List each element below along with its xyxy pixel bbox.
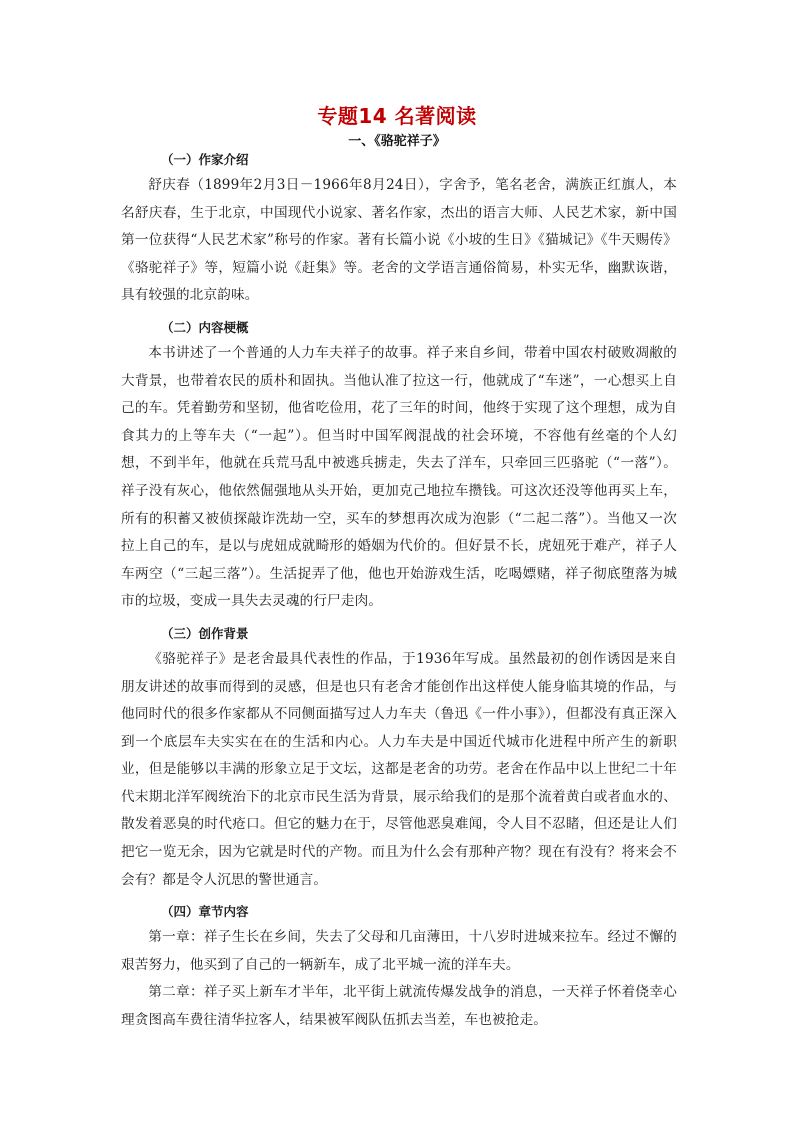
paragraph-chapter-1: 第一章：祥子生长在乡间，失去了父母和几亩薄田，十八岁时进城来拉车。经过不懈的艰苦努力，他买到了自己的一辆新车，成了北平城一流的洋车夫。 (121, 929, 677, 973)
paragraph-summary: 本书讲述了一个普通的人力车夫祥子的故事。祥子来自乡间，带着中国农村破败凋敝的大背景，也带着农民的质朴和固执。当他认准了拉这一行，他就成了“车迷”，一心想买上自己的车。凭着勤劳和坚韧，他省吃俭用，花了三年的时间，他终于实现了这个理想，成为自食其力的上等车夫（“一起”）。但当时中国军阀混战的社会环境，不容他有丝毫的个人幻想，不到半年，他就在兵荒马乱中被逃兵掳走，失去了洋车，只牵回三匹骆驼（“一落”）。祥子没有灰心，他依然倔强地从头开始，更加克己地拉车攒钱。可这次还没等他再买上车，所有的积蓄又被侦探敲诈洗劫一空，买车的梦想再次成为泡影（“二起二落”）。当他又一次拉上自己的车，是以与虎妞成就畸形的婚姻为代价的。但好景不长，虎妞死于难产，祥子人车两空（“三起三落”）。生活捉弄了他，他也开始游戏生活，吃喝嫖赌，祥子彻底堕落为城市的垃圾，变成一具失去灵魂的行尸走肉。 (121, 344, 677, 610)
section-heading-summary: （二）内容梗概 (161, 319, 249, 335)
section-heading-author: （一）作家介绍 (161, 152, 249, 167)
section-heading-chapters: （四）章节内容 (161, 904, 249, 920)
document-title: 专题14 名著阅读 (317, 104, 477, 128)
section-heading-background: （三）创作背景 (161, 625, 249, 641)
document-body (121, 148, 677, 1035)
paragraph-chapter-2: 第二章：祥子买上新车才半年，北平街上就流传爆发战争的消息，一天祥子怀着侥幸心理贪图高车费往清华拉客人，结果被军阀队伍抓去当差，车也被抢走。 (121, 984, 677, 1029)
document-subtitle: 一、《骆驼祥子》 (348, 134, 446, 149)
paragraph-author-intro: 舒庆春（1899年2月3日－1966年8月24日），字舍予，笔名老舍，满族正红旗人，本名舒庆春，生于北京，中国现代小说家、著名作家，杰出的语言大师、人民艺术家，新中国第一位获得“人民艺术家”称号的作家。著有长篇小说《小坡的生日》《猫城记》《牛天赐传》《骆驼祥子》等，短篇小说《赶集》等。老舍的文学语言通俗简易，朴实无华，幽默诙谐，具有较强的北京韵味。 (121, 177, 677, 304)
paragraph-background: 《骆驼祥子》是老舍最具代表性的作品，于1936年写成。虽然最初的创作诱因是来自朋友讲述的故事而得到的灵感，但是也只有老舍才能创作出这样使人能身临其境的作品，与他同时代的很多作家都从不同侧面描写过人力车夫（鲁迅《一件小事》），但都没有真正深入到一个底层车夫实实在在的生活和内心。人力车夫是中国近代城市化进程中所产生的新职业，但是能够以丰满的形象立足于文坛，这都是老舍的功劳。老舍在作品中以上世纪二十年代末期北洋军阀统治下的北京市民生活为背景，展示给我们的是那个流着黄白或者血水的、散发着恶臭的时代疮口。但它的魅力在于，尽管他恶臭难闻，令人目不忍睹，但还是让人们把它一览无余，因为它就是时代的产物。而且为什么会有那种产物？现在有没有？将来会不会有？都是令人沉思的警世通言。 (121, 650, 677, 888)
